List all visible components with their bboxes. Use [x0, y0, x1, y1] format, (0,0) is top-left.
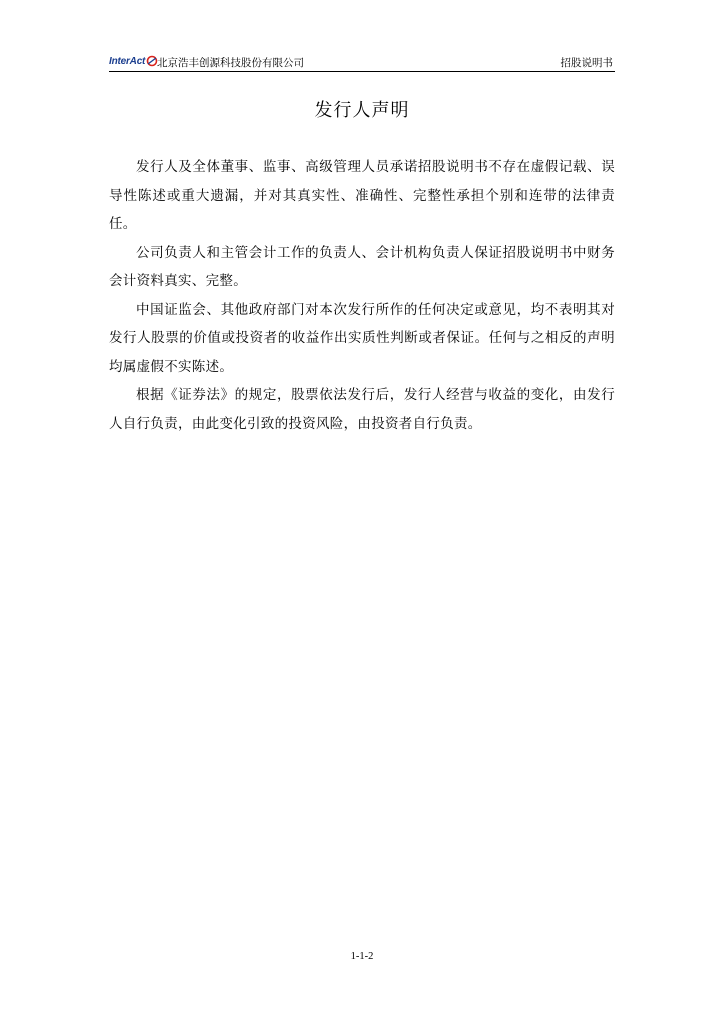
- document-name: 招股说明书: [560, 57, 613, 69]
- company-logo: [109, 53, 158, 69]
- company-name: 北京浩丰创源科技股份有限公司: [157, 57, 304, 69]
- page-number: 1-1-2: [350, 951, 374, 962]
- paragraph: 公司负责人和主管会计工作的负责人、会计机构负责人保证招股说明书中财务会计资料真实、完整。: [109, 244, 615, 289]
- paragraph: 根据《证券法》的规定，股票依法发行后，发行人经营与收益的变化，由发行人自行负责，由此变化引致的投资风险，由投资者自行负责。: [109, 387, 615, 432]
- paragraph: 中国证监会、其他政府部门对本次发行所作的任何决定或意见，均不表明其对发行人股票的价值或投资者的收益作出实质性判断或者保证。任何与之相反的声明均属虚假不实陈述。: [109, 301, 615, 375]
- statement-body: [109, 153, 615, 438]
- paragraph: 发行人及全体董事、监事、高级管理人员承诺招股说明书不存在虚假记载、误导性陈述或重大遗漏，并对其真实性、准确性、完整性承担个别和连带的法律责任。: [109, 159, 615, 232]
- page-title: 发行人声明: [314, 100, 410, 121]
- page-header: [109, 52, 615, 72]
- logo-text: InterAct: [109, 55, 146, 67]
- header-divider: [109, 71, 615, 72]
